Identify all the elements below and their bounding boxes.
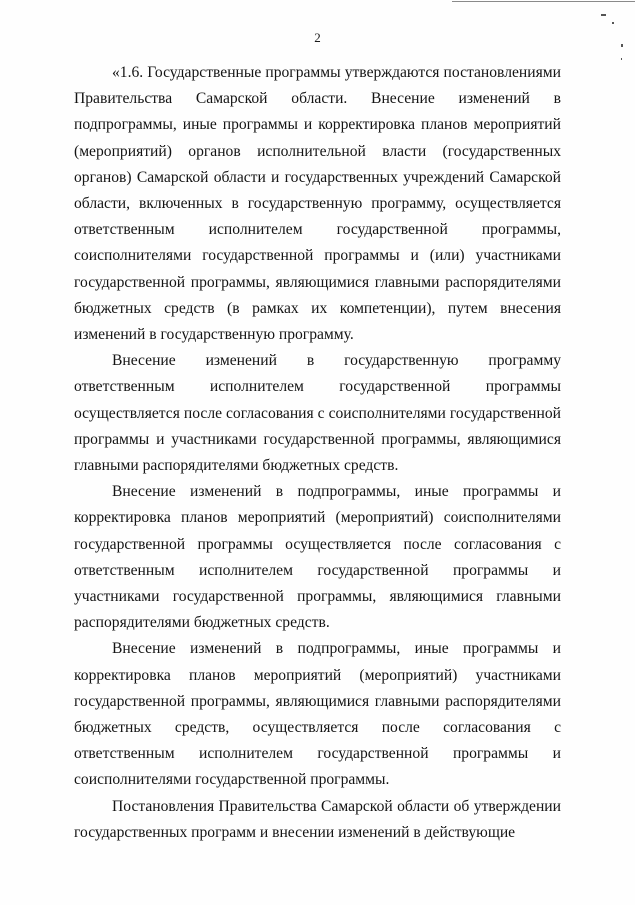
- paragraph-1-6: «1.6. Государственные программы утверждаются постановлениями Правительства Самарской области. Внесение изменений в подпрограммы, иные программы и корректировка планов мероприятий (мероприятий) органов исполнительной власти (государственных органов) Самарской области и государственных учреждений Самарской области, включенных в государственную программу, осуществляется ответственным исполнителем государственной программы, соисполнителями государственной программы и (или) участниками государственной программы, являющимися главными распорядителями бюджетных средств (в рамках их компетенции), путем внесения изменений в государственную программу.: [74, 64, 561, 344]
- document-body: [74, 60, 561, 846]
- scan-speck: [612, 22, 614, 24]
- paragraph-responsible-executor: Внесение изменений в государственную программу ответственным исполнителем государственной программы осуществляется после согласования с соисполнителями государственной программы и участниками государственной программы, являющимися главными распорядителями бюджетных средств.: [74, 352, 561, 475]
- paragraph-participants: Внесение изменений в подпрограммы, иные программы и корректировка планов мероприятий (мероприятий) участниками государственной программы, являющимися главными распорядителями бюджетных средств, осуществляется после согласования с ответственным исполнителем государственной программы и соисполнителями государственной программы.: [74, 640, 561, 789]
- scan-speck: [601, 14, 606, 16]
- scan-edge-line: [452, 1, 635, 2]
- page-number: 2: [314, 30, 321, 45]
- paragraph-co-executors: Внесение изменений в подпрограммы, иные программы и корректировка планов мероприятий (мероприятий) соисполнителями государственной программы осуществляется после согласования с ответственным исполнителем государственной программы и участниками государственной программы, являющимися главными распорядителями бюджетных средств.: [74, 483, 561, 632]
- paragraph-resolutions: Постановления Правительства Самарской области об утверждении государственных программ и внесении изменений в действующие: [74, 797, 561, 841]
- scan-speck: [621, 58, 622, 60]
